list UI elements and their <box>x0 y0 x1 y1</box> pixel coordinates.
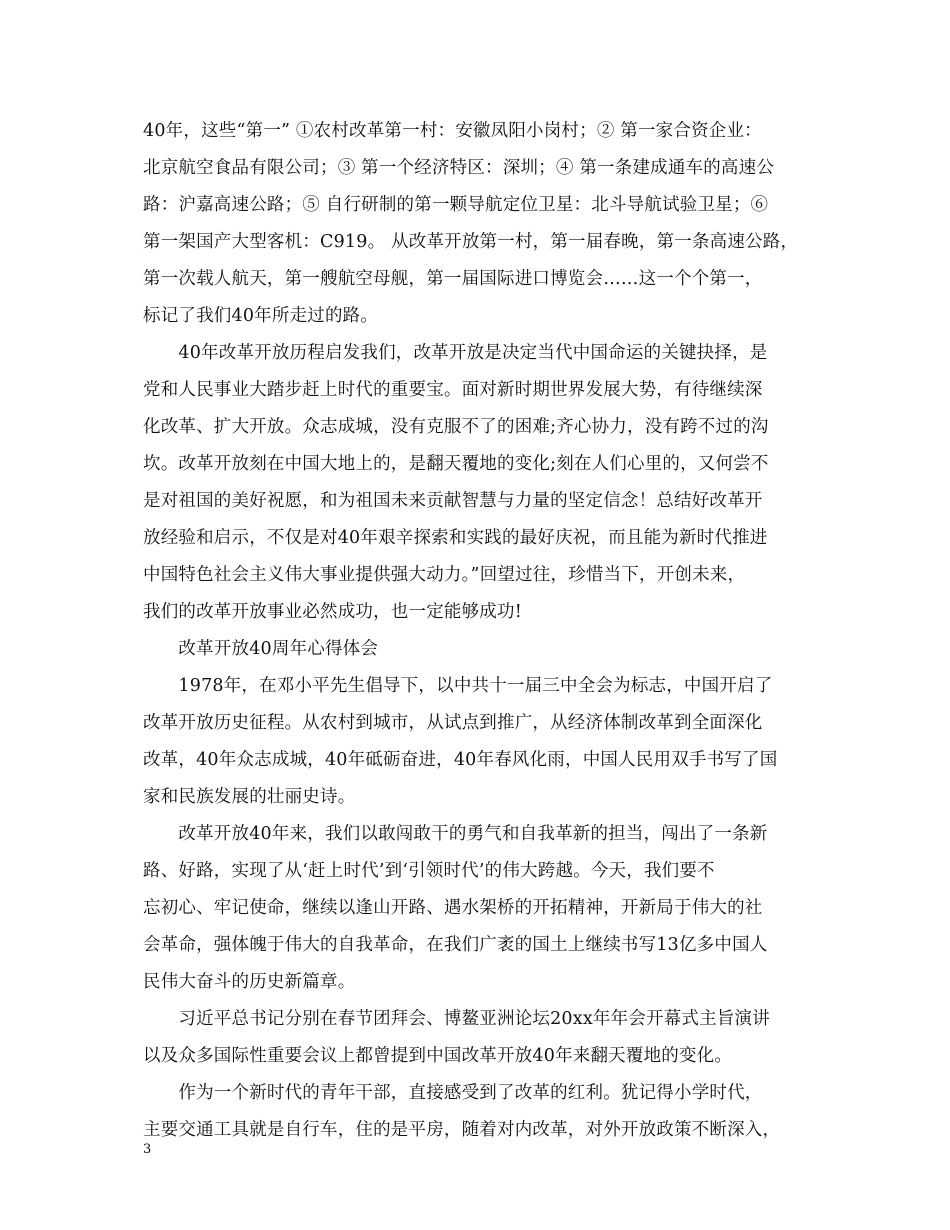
text-line: 民伟大奋斗的历史新篇章。 <box>143 972 356 992</box>
text-line: 忘初心、牢记使命，继续以逢山开路、遇水架桥的开拓精神，开新局于伟大的社 <box>143 898 763 918</box>
text-line: 改革开放40年来，我们以敢闯敢干的勇气和自我革新的担当，闯出了一条新 <box>143 824 768 844</box>
section-heading: 改革开放40周年心得体会 <box>143 639 379 659</box>
text-line: 习近平总书记分别在春节团拜会、博鳌亚洲论坛20xx年年会开幕式主旨演讲 <box>143 1009 770 1029</box>
text-line: 第一次载人航天，第一艘航空母舰，第一届国际进口博览会……这一个个第一， <box>143 269 763 289</box>
text-line: 坎。改革开放刻在中国大地上的，是翻天覆地的变化;刻在人们心里的，又何尝不 <box>143 454 769 474</box>
text-line: 北京航空食品有限公司；③ 第一个经济特区：深圳；④ 第一条建成通车的高速公 <box>143 158 775 178</box>
text-line: 标记了我们40年所走过的路。 <box>143 306 379 326</box>
text-line: 会革命，强体魄于伟大的自我革命，在我们广袤的国土上继续书写13亿多中国人 <box>143 935 768 955</box>
text-line: 家和民族发展的壮丽史诗。 <box>143 787 356 807</box>
text-line: 路：沪嘉高速公路；⑤ 自行研制的第一颗导航定位卫星：北斗导航试验卫星；⑥ <box>143 195 769 215</box>
text-line: 40年，这些“第一” ①农村改革第一村：安徽凤阳小岗村；② 第一家合资企业： <box>143 121 762 141</box>
text-line: 中国特色社会主义伟大事业提供强大动力。”回望过往，珍惜当下，开创未来， <box>143 565 746 585</box>
text-line: 我们的改革开放事业必然成功，也一定能够成功! <box>143 602 522 622</box>
text-line: 主要交通工具就是自行车，住的是平房，随着对内改革，对外开放政策不断深入， <box>143 1120 781 1140</box>
text-line: 是对祖国的美好祝愿，和为祖国未来贡献智慧与力量的坚定信念！总结好改革开 <box>143 491 763 511</box>
text-line: 第一架国产大型客机：C919。 从改革开放第一村，第一届春晚，第一条高速公路， <box>143 232 799 252</box>
text-line: 作为一个新时代的青年干部，直接感受到了改革的红利。犹记得小学时代， <box>143 1083 763 1103</box>
text-line: 放经验和启示，不仅是对40年艰辛探索和实践的最好庆祝，而且能为新时代推进 <box>143 528 768 548</box>
text-line: 改革，40年众志成城，40年砥砺奋进，40年春风化雨，中国人民用双手书写了国 <box>143 750 778 770</box>
text-line: 1978年，在邓小平先生倡导下，以中共十一届三中全会为标志，中国开启了 <box>143 676 773 696</box>
text-line: 化改革、扩大开放。众志成城，没有克服不了的困难;齐心协力，没有跨不过的沟 <box>143 417 769 437</box>
text-line: 路、好路，实现了从‘赶上时代’到‘引领时代’的伟大跨越。今天，我们要不 <box>143 861 715 881</box>
text-line: 党和人民事业大踏步赶上时代的重要宝。面对新时期世界发展大势，有待继续深 <box>143 380 763 400</box>
page-number: 3 <box>143 1142 152 1157</box>
text-line: 40年改革开放历程启发我们，改革开放是决定当代中国命运的关键抉择，是 <box>143 343 768 363</box>
text-line: 改革开放历史征程。从农村到城市，从试点到推广，从经济体制改革到全面深化 <box>143 713 763 733</box>
text-line: 以及众多国际性重要会议上都曾提到中国改革开放40年来翻天覆地的变化。 <box>143 1046 733 1066</box>
